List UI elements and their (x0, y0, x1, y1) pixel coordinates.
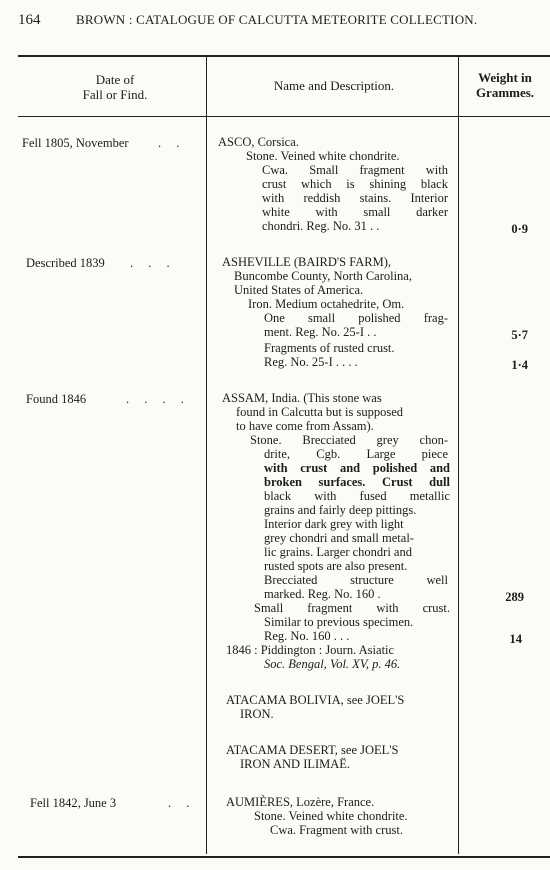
top-rule (18, 55, 550, 57)
assam-desc-5: with crust and polished and (264, 461, 450, 475)
asco-desc-5: white with small darker (262, 205, 448, 219)
asheville-desc-5: ment. Reg. No. 25-I . . (264, 325, 377, 339)
atacama-bolivia-line-1: ATACAMA BOLIVIA, see JOEL'S (226, 693, 405, 707)
assam-desc-15: Small fragment with crust. (254, 601, 450, 615)
assam-ref-1: 1846 : Piddington : Journ. Asiatic (226, 643, 395, 657)
assam-ref-2: Soc. Bengal, Vol. XV, p. 46. (264, 657, 401, 671)
assam-weight-2: 14 (509, 632, 522, 646)
assam-desc-11: lic grains. Larger chondri and (264, 545, 412, 559)
atacama-bolivia-line-2: IRON. (240, 707, 274, 721)
asheville-desc-2: United States of America. (234, 283, 364, 297)
asco-date: Fell 1805, November (22, 136, 129, 150)
date-header-line2: Fall or Find. (82, 87, 148, 102)
asheville-desc-6: Fragments of rusted crust. (264, 341, 395, 355)
asco-weight: 0·9 (511, 222, 528, 236)
asco-heading: ASCO, Corsica. (218, 135, 299, 149)
aumieres-desc-2: Cwa. Fragment with crust. (270, 823, 403, 837)
assam-desc-17: Reg. No. 160 . . . (264, 629, 350, 643)
weight-header-line1: Weight in (478, 70, 532, 85)
column-divider-left (206, 57, 207, 854)
assam-desc-9: Interior dark grey with light (264, 517, 404, 531)
running-title: BROWN : CATALOGUE OF CALCUTTA METEORITE COLLECTION. (76, 12, 478, 27)
asheville-desc-4: One small polished frag- (264, 311, 448, 325)
assam-desc-13: Brecciated structure well (264, 573, 448, 587)
assam-desc-14: marked. Reg. No. 160 . (264, 587, 381, 601)
asco-desc-6: chondri. Reg. No. 31 . . (262, 219, 380, 233)
header-rule (18, 116, 550, 117)
asco-desc-3: crust which is shining black (262, 177, 448, 191)
asco-desc-2: Cwa. Small fragment with (262, 163, 448, 177)
assam-desc-3: Stone. Brecciated grey chon- (250, 433, 448, 447)
column-divider-right (458, 57, 459, 854)
assam-date: Found 1846 (26, 392, 87, 406)
date-header-line1: Date of (95, 72, 135, 87)
assam-desc-2: to have come from Assam). (236, 419, 374, 433)
assam-desc-12: rusted spots are also present. (264, 559, 408, 573)
bottom-rule (18, 856, 550, 858)
asheville-desc-7: Reg. No. 25-I . . . . (264, 355, 358, 369)
assam-desc-4: drite, Cgb. Large piece (264, 447, 448, 461)
aumieres-dots: . . (168, 796, 196, 810)
asheville-weight-2: 1·4 (511, 358, 528, 372)
asheville-desc-3: Iron. Medium octahedrite, Om. (248, 297, 405, 311)
aumieres-date: Fell 1842, June 3 (30, 796, 117, 810)
asheville-date: Described 1839 (26, 256, 105, 270)
assam-desc-1: found in Calcutta but is supposed (236, 405, 403, 419)
asco-desc-4: with reddish stains. Interior (262, 191, 448, 205)
asco-desc-1: Stone. Veined white chondrite. (246, 149, 400, 163)
atacama-desert-line-1: ATACAMA DESERT, see JOEL'S (226, 743, 399, 757)
assam-desc-16: Similar to previous specimen. (264, 615, 414, 629)
assam-desc-6: broken surfaces. Crust dull (264, 475, 450, 489)
assam-desc-10: grey chondri and small metal- (264, 531, 414, 545)
assam-desc-8: grains and fairly deep pittings. (264, 503, 417, 517)
asheville-weight-1: 5·7 (511, 328, 528, 342)
assam-weight-1: 289 (505, 590, 524, 604)
asheville-heading: ASHEVILLE (BAIRD'S FARM), (222, 255, 392, 269)
aumieres-heading: AUMIÈRES, Lozère, France. (226, 795, 375, 809)
assam-heading: ASSAM, India. (This stone was (222, 391, 382, 405)
weight-header-line2: Grammes. (475, 85, 535, 100)
assam-dots: . . . . (126, 392, 190, 406)
asheville-dots: . . . (130, 256, 176, 270)
name-column-header: Name and Description. (273, 78, 395, 93)
assam-desc-7: black with fused metallic (264, 489, 450, 503)
asco-dots: . . (158, 136, 186, 150)
asheville-desc-1: Buncombe County, North Carolina, (234, 269, 412, 283)
aumieres-desc-1: Stone. Veined white chondrite. (254, 809, 408, 823)
weight-column-header (460, 70, 550, 100)
date-column-header (30, 72, 200, 102)
page-number: 164 (18, 12, 41, 28)
atacama-desert-line-2: IRON AND ILIMAË. (240, 757, 351, 771)
